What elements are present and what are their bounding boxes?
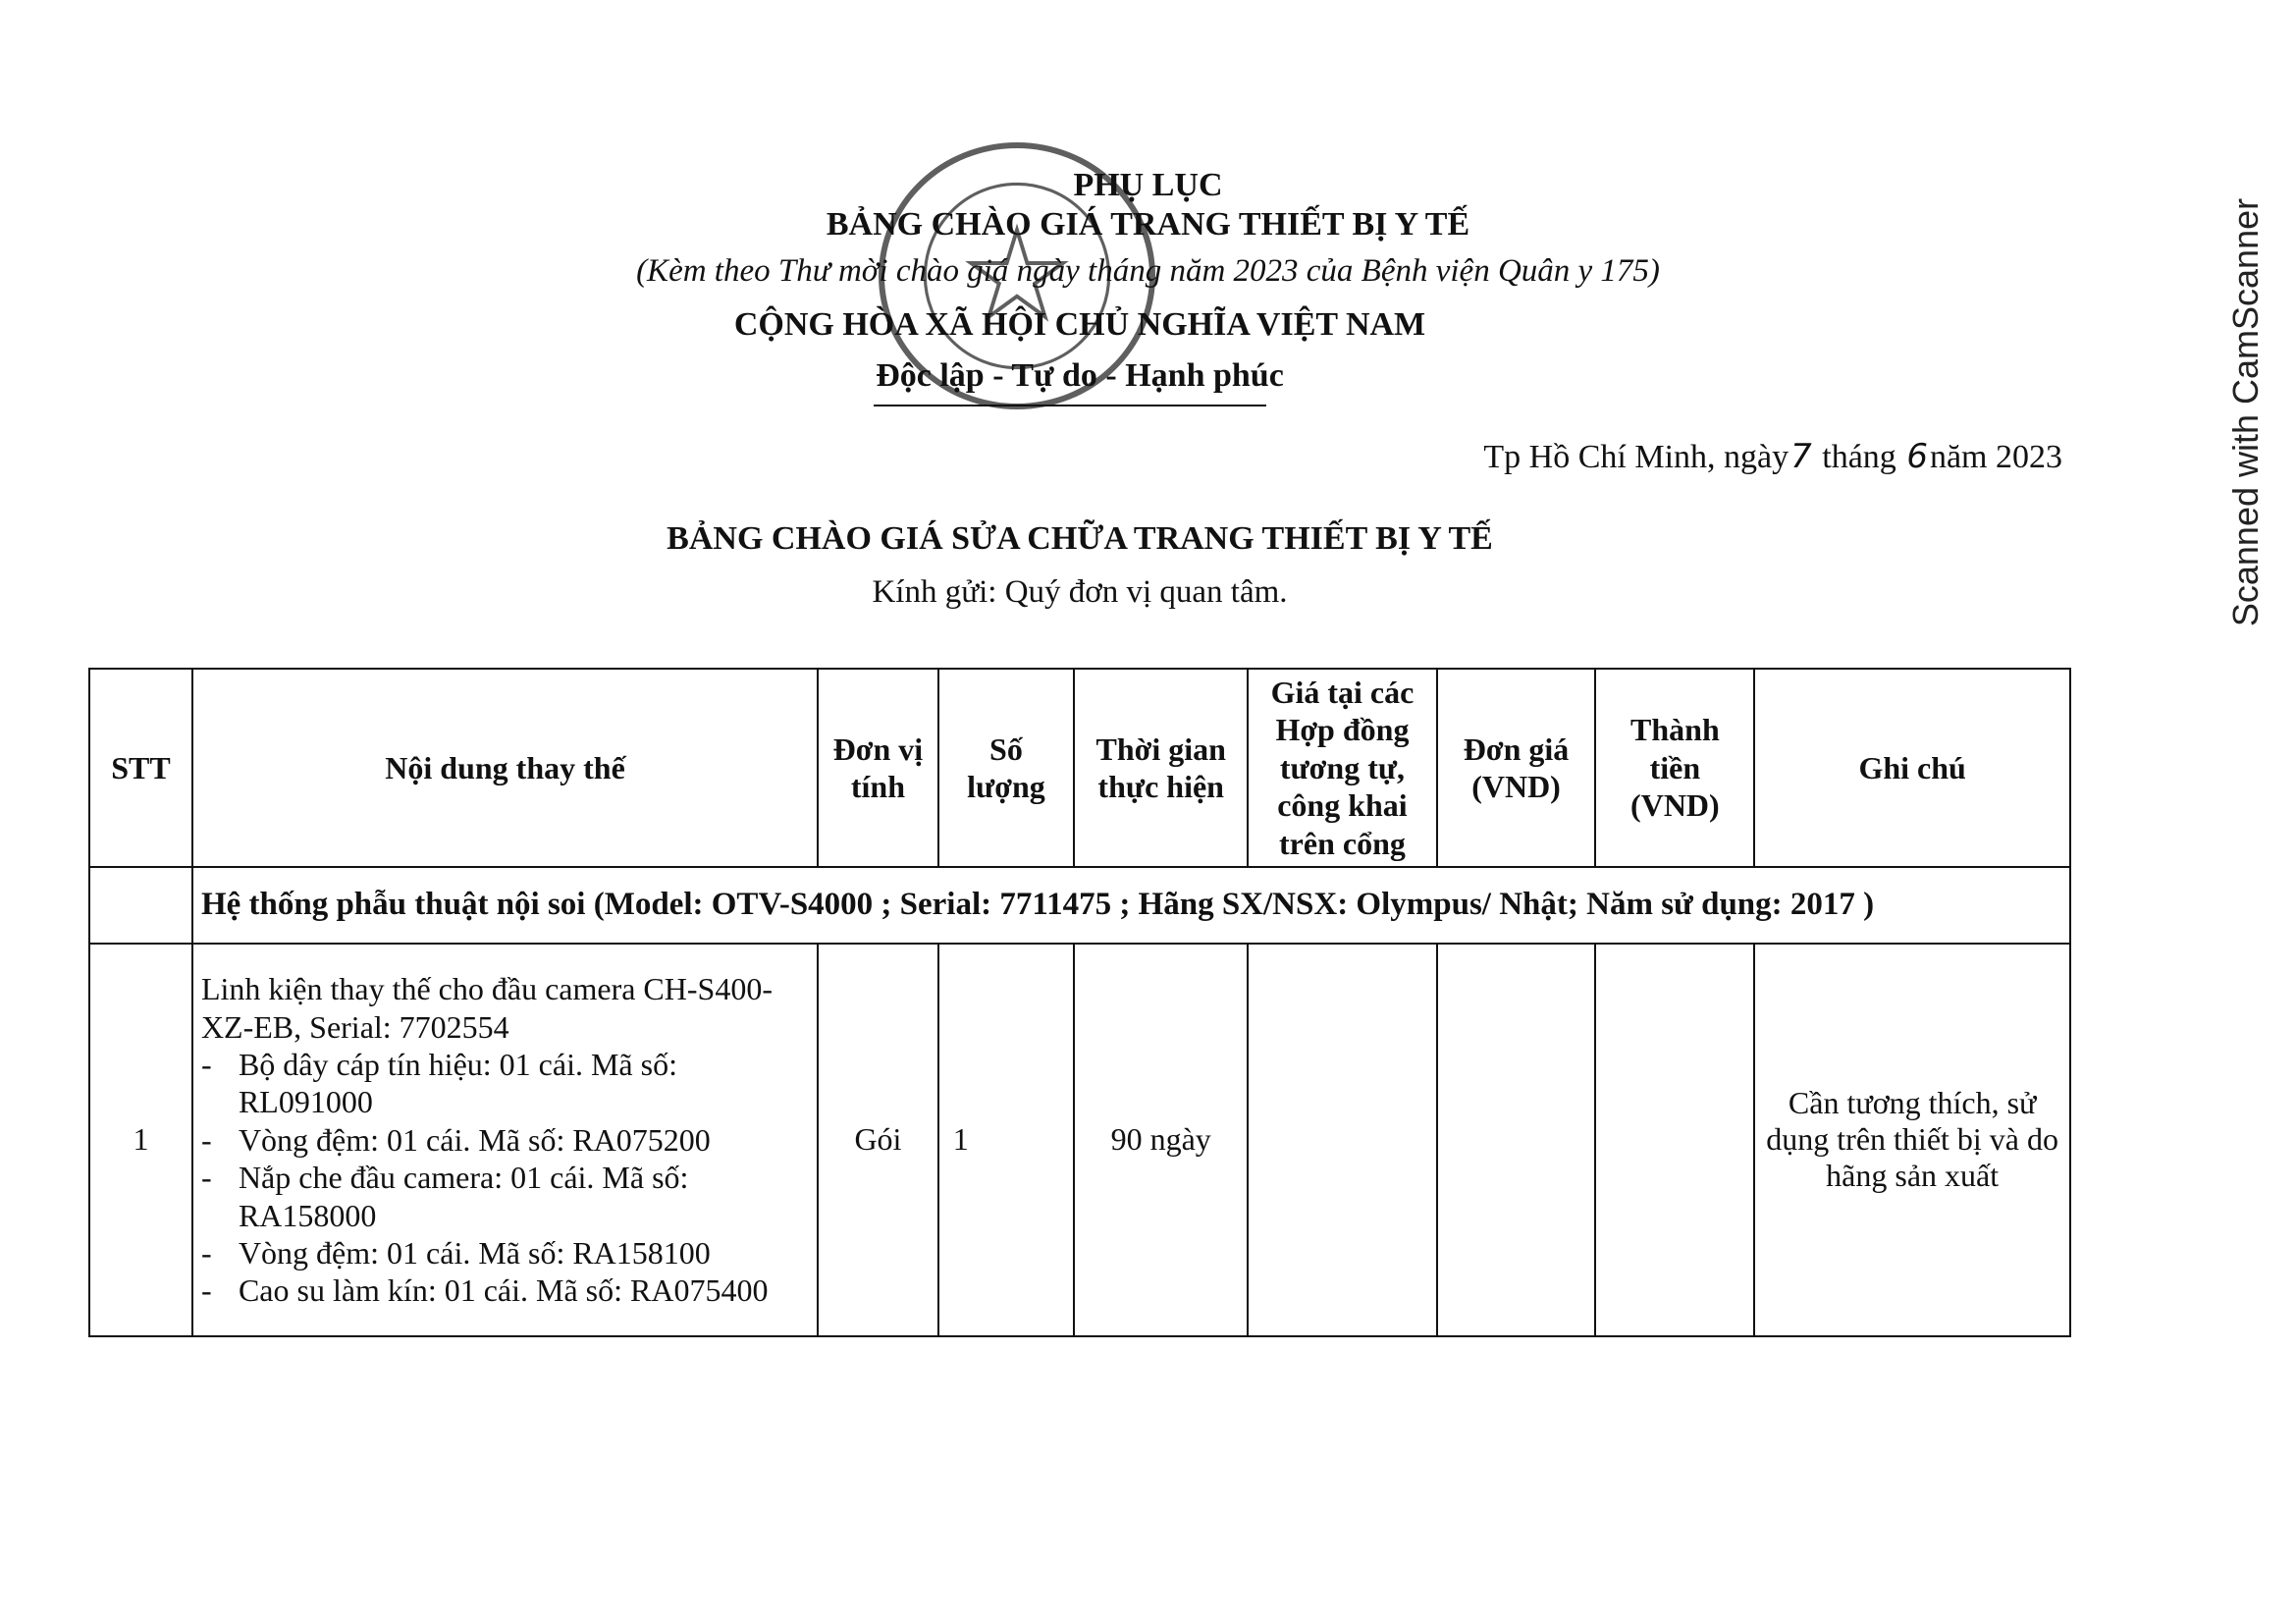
list-item: - Cao su làm kín: 01 cái. Mã số: RA075400 (201, 1271, 809, 1309)
header-content: Nội dung thay thế (192, 669, 818, 867)
date-day: 7 (1790, 437, 1812, 476)
header-note: Ghi chú (1754, 669, 2070, 867)
row-unit: Gói (818, 944, 938, 1336)
list-item: - Bộ dây cáp tín hiệu: 01 cái. Mã số: RL091000 (201, 1046, 809, 1121)
header-title: BẢNG CHÀO GIÁ TRANG THIẾT BỊ Y TẾ (826, 206, 1470, 243)
row-total (1595, 944, 1754, 1336)
table-row (89, 944, 2070, 1336)
list-item: - Nắp che đầu camera: 01 cái. Mã số: RA158000 (201, 1159, 809, 1234)
header-total: Thành tiền (VND) (1595, 669, 1754, 867)
scanner-watermark-text: Scanned with CamScanner (2225, 197, 2266, 627)
national-motto: Độc lập - Tự do - Hạnh phúc (876, 357, 1284, 394)
nation-name: CỘNG HÒA XÃ HỘI CHỦ NGHĨA VIỆT NAM (733, 306, 1426, 343)
row-ref-price (1248, 944, 1436, 1336)
scanner-watermark (2216, 167, 2275, 658)
parts-list (201, 1046, 809, 1310)
row-note: Cần tương thích, sử dụng trên thiết bị và do hãng sản xuất (1754, 944, 2070, 1336)
header-time: Thời gian thực hiện (1074, 669, 1248, 867)
date-month: 6 (1906, 437, 1928, 476)
list-item: - Vòng đệm: 01 cái. Mã số: RA158100 (201, 1234, 809, 1271)
header-subtitle: (Kèm theo Thư mời chào giá ngày tháng năm 2023 của Bệnh viện Quân y 175) (636, 253, 1660, 289)
table-header-row (89, 669, 2070, 867)
document-title: BẢNG CHÀO GIÁ SỬA CHỮA TRANG THIẾT BỊ Y TẾ (667, 520, 1493, 557)
greeting: Kính gửi: Quý đơn vị quan tâm. (872, 574, 1288, 610)
row-unit-price (1437, 944, 1596, 1336)
row-qty: 1 (938, 944, 1074, 1336)
row-time: 90 ngày (1074, 944, 1248, 1336)
row-content-title: Linh kiện thay thế cho đầu camera CH-S400-XZ-EB, Serial: 7702554 (200, 971, 773, 1045)
row-stt: 1 (89, 944, 192, 1336)
header-qty: Số lượng (938, 669, 1074, 867)
row-content (192, 944, 818, 1336)
header-ref-price: Giá tại các Hợp đồng tương tự, công khai trên cổng (1248, 669, 1436, 867)
motto-underline (874, 405, 1266, 406)
place-date-prefix: Tp Hồ Chí Minh, ngày (1483, 439, 1789, 475)
group-row (89, 867, 2070, 944)
month-label: tháng (1822, 439, 1896, 475)
header-unit: Đơn vị tính (818, 669, 938, 867)
quote-table (88, 668, 2071, 1337)
place-date (1483, 437, 2062, 476)
header-stt: STT (89, 669, 192, 867)
appendix-label: PHỤ LỤC (1073, 167, 1223, 203)
list-item: - Vòng đệm: 01 cái. Mã số: RA075200 (201, 1121, 809, 1159)
header-unit-price: Đơn giá (VND) (1437, 669, 1596, 867)
year-label: năm 2023 (1929, 439, 2062, 475)
group-stt-cell (89, 867, 192, 944)
group-title: Hệ thống phẫu thuật nội soi (Model: OTV-S4000 ; Serial: 7711475 ; Hãng SX/NSX: Olympus/ Nhật; Năm sử dụng: 2017 ) (192, 867, 2070, 944)
